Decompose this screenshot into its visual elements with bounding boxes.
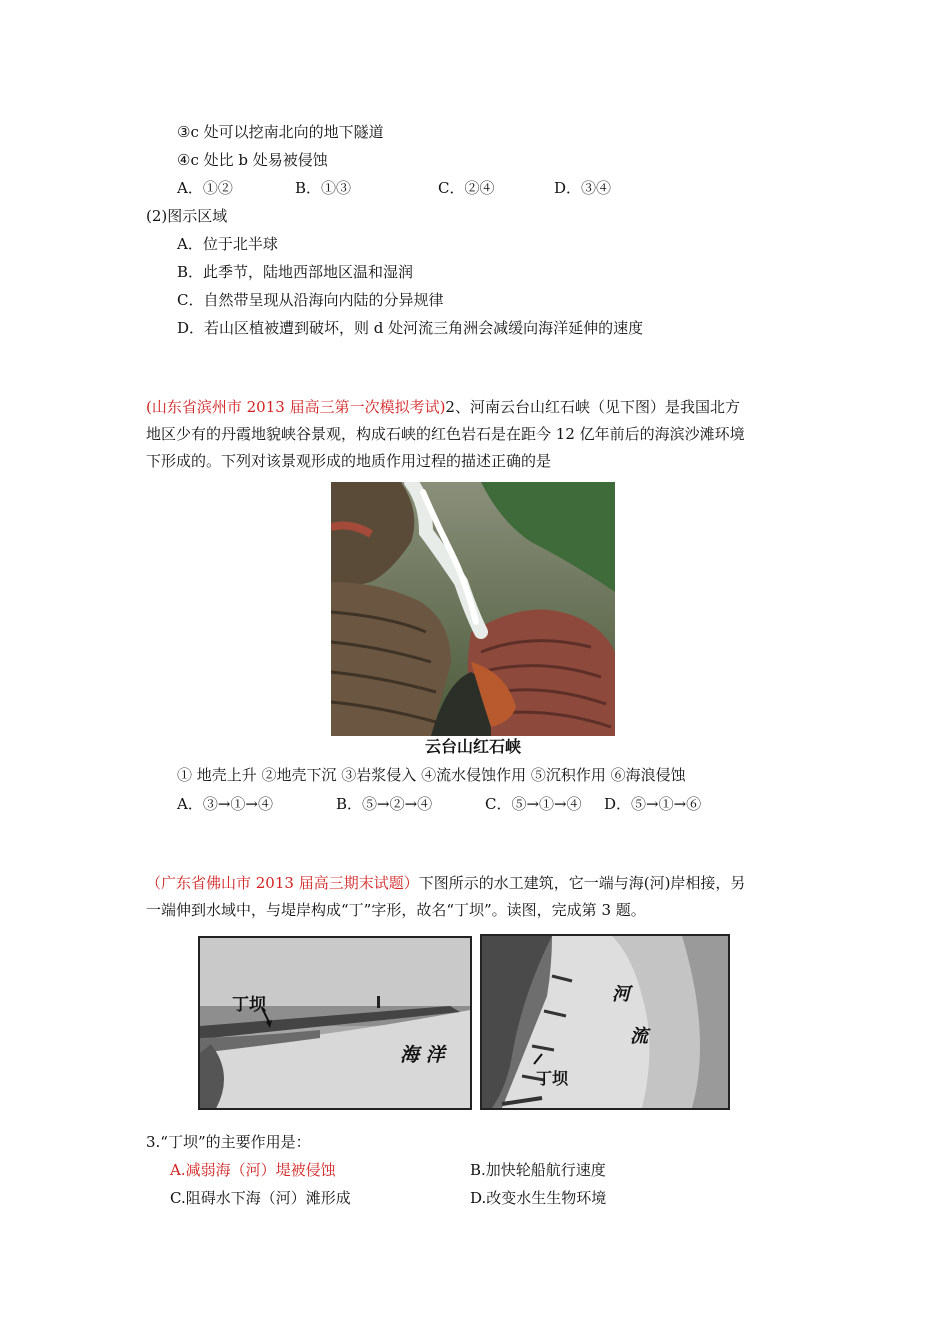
groyne-river-photo xyxy=(480,934,730,1110)
q2-answer-b: B．⑤→②→④ xyxy=(336,795,433,813)
groyne-sea-photo xyxy=(198,936,472,1110)
river-dam-label: 丁坝 xyxy=(536,1069,569,1088)
part2-option-d: D．若山区植被遭到破坏，则 d 处河流三角洲会减缓向海洋延伸的速度 xyxy=(177,319,644,337)
hongshixia-photo xyxy=(331,482,615,758)
q3-option-c: C.阻碍水下海（河）滩形成 xyxy=(170,1189,351,1207)
answer-b: B．①③ xyxy=(295,179,352,197)
option-3-line: ③c 处可以挖南北向的地下隧道 xyxy=(177,123,384,141)
q2-answer-c: C．⑤→①→④ xyxy=(485,795,582,813)
q2-processes: ① 地壳上升 ②地壳下沉 ③岩浆侵入 ④流水侵蚀作用 ⑤沉积作用 ⑥海浪侵蚀 xyxy=(177,766,686,784)
q3-option-a: A.减弱海（河）堤被侵蚀 xyxy=(170,1161,336,1179)
part2-option-c: C．自然带呈现从沿海向内陆的分异规律 xyxy=(177,291,444,309)
option-4-line: ④c 处比 b 处易被侵蚀 xyxy=(177,151,328,169)
part2-option-a: A．位于北半球 xyxy=(177,235,278,253)
q2-answer-d: D．⑤→①→⑥ xyxy=(604,795,702,813)
q3-option-b: B.加快轮船航行速度 xyxy=(470,1161,606,1179)
q2-answer-a: A．③→①→④ xyxy=(177,795,273,813)
sea-label: 海 洋 xyxy=(400,1044,445,1066)
river-label-1: 河 xyxy=(612,984,630,1005)
q3-option-d: D.改变水生生物环境 xyxy=(470,1189,607,1207)
q2-source: (山东省滨州市 2013 届高三第一次模拟考试) xyxy=(146,398,446,416)
river-label-2: 流 xyxy=(630,1026,648,1047)
q3-question: 3.“丁坝”的主要作用是： xyxy=(146,1133,311,1151)
q3-source: （广东省佛山市 2013 届高三期末试题） xyxy=(146,874,419,892)
q3-stem-line1: （广东省佛山市 2013 届高三期末试题）下图所示的水工建筑，它一端与海(河)岸相接，另 xyxy=(146,874,746,892)
part2-stem: (2)图示区域 xyxy=(146,207,228,225)
q3-stem-line2: 一端伸到水域中，与堤岸构成“丁”字形，故名“丁坝”。读图，完成第 3 题。 xyxy=(146,901,646,919)
q2-stem-line2: 地区少有的丹霞地貌峡谷景观，构成石峡的红色岩石是在距今 12 亿年前后的海滨沙滩环境 xyxy=(146,425,745,443)
part2-option-b: B．此季节，陆地西部地区温和湿润 xyxy=(177,263,414,281)
q2-stem-line3: 下形成的。下列对该景观形成的地质作用过程的描述正确的是 xyxy=(146,452,552,470)
answer-d: D．③④ xyxy=(554,179,612,197)
answer-a: A．①② xyxy=(177,179,233,197)
sea-dam-label: 丁坝 xyxy=(232,995,266,1015)
q2-stem-line1: (山东省滨州市 2013 届高三第一次模拟考试)2、河南云台山红石峡（见下图）是我国北方 xyxy=(146,398,740,416)
photo-caption: 云台山红石峡 xyxy=(331,736,615,758)
answer-c: C．②④ xyxy=(438,179,495,197)
